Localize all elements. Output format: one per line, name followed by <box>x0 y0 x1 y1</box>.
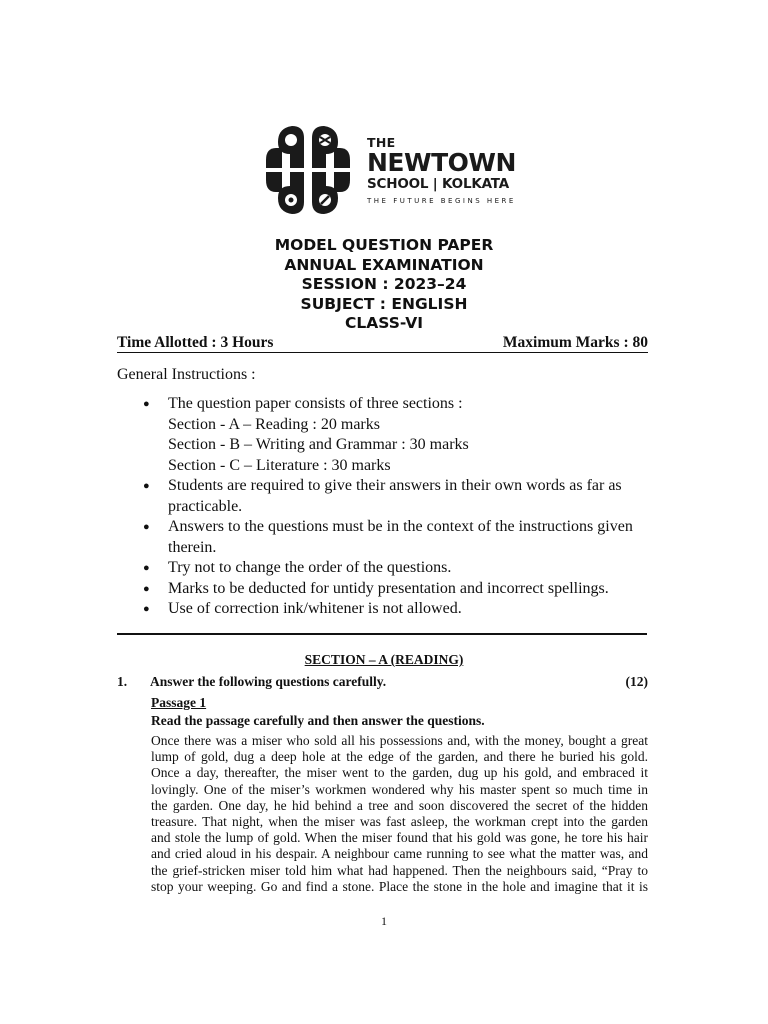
passage-line: treasure. That night, when the miser was fast asleep, the workman crept into the garden <box>151 814 648 830</box>
section-a-heading: SECTION – A (READING) <box>304 652 464 667</box>
passage-line: and cried aloud in his despair. A neighbour came running to see what the matter was, and <box>151 846 648 862</box>
general-instructions-list <box>143 394 668 620</box>
instruction-item: ● The question paper consists of three sections : Section - A – Reading : 20 marks Section - B – Writing and Grammar : 30 marks Section - C – Literature : 30 marks <box>148 394 668 476</box>
passage-line: and stole the lump of gold. When the miser found that his gold was gone, he tore his hair <box>151 830 648 846</box>
school-logo-emblem <box>262 124 354 216</box>
title-annual-examination: ANNUAL EXAMINATION <box>284 255 484 274</box>
bullet-icon: ● <box>143 562 150 574</box>
question-1-row <box>117 674 648 690</box>
logo-the: THE <box>367 135 396 150</box>
time-allotted: Time Allotted : 3 Hours <box>117 334 274 351</box>
passage-instruction: Read the passage carefully and then answer the questions. <box>151 713 485 728</box>
section-b-marks: Section - B – Writing and Grammar : 30 marks <box>168 436 469 453</box>
section-c-marks: Section - C – Literature : 30 marks <box>168 456 391 474</box>
logo-newtown: NEWTOWN <box>367 148 516 177</box>
title-class: CLASS-VI <box>345 314 423 332</box>
title-subject: SUBJECT : ENGLISH <box>300 294 468 313</box>
general-instructions-heading: General Instructions : <box>117 366 256 383</box>
time-marks-row <box>117 333 648 353</box>
question-text: Answer the following questions carefully. <box>150 674 387 689</box>
bullet-icon: ● <box>143 603 150 615</box>
title-model-question-paper: MODEL QUESTION PAPER <box>274 236 494 254</box>
page-number: 1 <box>381 914 387 928</box>
question-marks: (12) <box>625 674 648 689</box>
passage-line: Once there was a miser who sold all his possessions and, with the money, bought a great <box>151 733 648 748</box>
bullet-icon: ● <box>143 582 150 595</box>
passage-line: the grief-stricken miser told him what had happened. Then the neighbours said, “Pray to <box>151 862 648 878</box>
bullet-icon: ● <box>143 521 150 533</box>
instruction-item: ● Answers to the questions must be in the context of the instructions given therein. <box>143 518 633 556</box>
maximum-marks: Maximum Marks : 80 <box>502 334 648 351</box>
logo-tagline: THE FUTURE BEGINS HERE <box>367 197 516 205</box>
question-number: 1. <box>117 674 128 689</box>
passage-line: lovingly. One of the miser’s workmen wondered why his master spent so much time in <box>151 781 648 797</box>
passage-line: stop your weeping. Go and find a stone. Place the stone in the hole and imagine that it is <box>151 878 648 894</box>
instruction-item: ● Marks to be deducted for untidy presentation and incorrect spellings. <box>148 579 668 600</box>
passage-line: the garden. One day, he hid behind a tree and soon discovered the secret of the hidden <box>151 797 648 813</box>
passage-line: Once a day, thereafter, the miser went to the garden, dug up his gold, and embraced it <box>151 765 648 781</box>
bullet-icon: ● <box>143 398 150 410</box>
instruction-item: ● Use of correction ink/whitener is not allowed. <box>148 599 668 620</box>
passage-line: lump of gold, dug a deep hole at the edge of the garden, and there he buried his gold. <box>151 749 648 765</box>
logo-school-kolkata: SCHOOL | KOLKATA <box>367 176 510 192</box>
school-logo-wordmark <box>367 135 516 207</box>
paper-title-block <box>0 236 768 334</box>
section-a-marks: Section - A – Reading : 20 marks <box>168 415 380 433</box>
title-session: SESSION : 2023–24 <box>301 275 467 293</box>
instruction-item: ● Students are required to give their answers in their own words as far as practicable. <box>143 477 622 515</box>
section-divider <box>117 633 647 635</box>
passage-title: Passage 1 <box>151 695 207 710</box>
instruction-item: ● Try not to change the order of the questions. <box>148 558 668 579</box>
passage-paragraph <box>151 733 648 895</box>
bullet-icon: ● <box>143 480 150 492</box>
